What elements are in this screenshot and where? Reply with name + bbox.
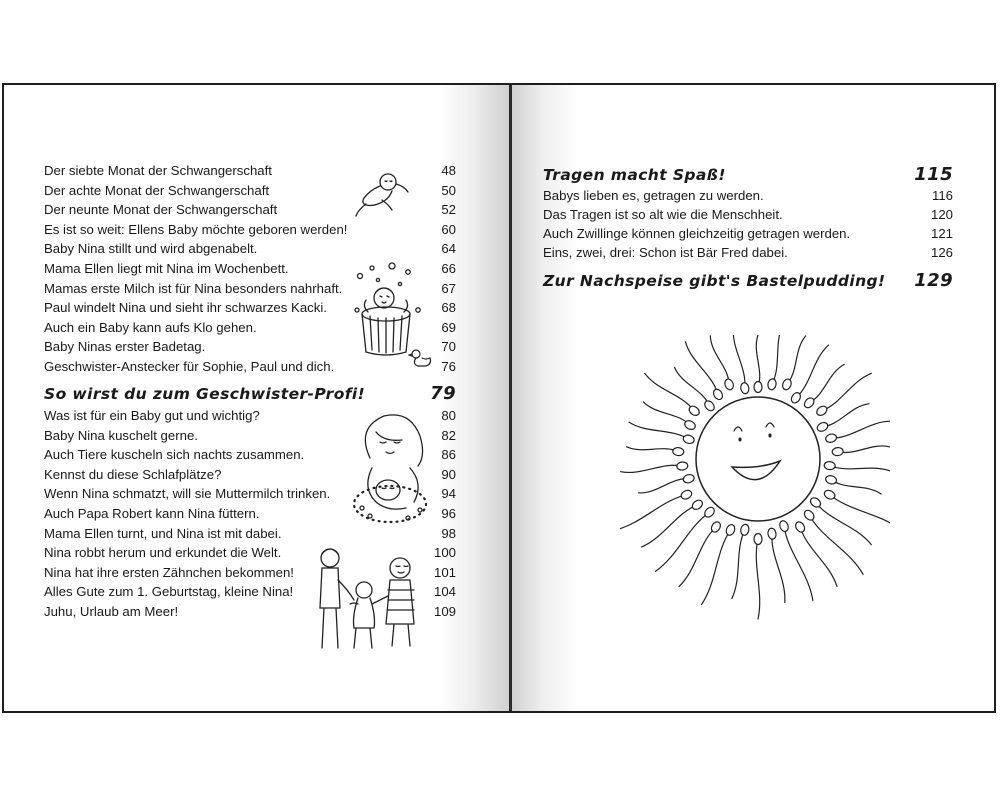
sun-ray-tail [685,342,718,395]
sun-ray-tail [830,495,890,531]
toc-entry: Baby Nina kuschelt gerne. 82 [44,427,456,443]
sun-sperm-icon [620,335,890,675]
toc-entry: Auch Papa Robert kann Nina füttern. 96 [44,506,456,521]
toc-entry: Baby Nina stillt und wird abgenabelt. 64 [44,241,456,257]
sun-ray-head [672,447,684,456]
sun-ray-tail [796,345,829,398]
sun-ray-tail [710,336,729,385]
sun-ray-tail [816,502,872,544]
toc-entry: Auch Tiere kuscheln sich nachts zusammen. 86 [44,447,456,463]
sun-ray-tail [620,495,686,531]
sun-ray-tail [656,512,710,571]
chapter-heading: Zur Nachspeise gibt's Bastelpudding! 129 [543,270,953,291]
sun-ray-head [682,434,695,445]
book-spine [509,85,512,711]
sun-ray-head [803,508,816,522]
sun-ray-tail [756,335,759,387]
toc-entry: Paul windelt Nina und sieht ihr schwarzes Kacki. 68 [44,300,456,316]
toc-entry: Eins, zwei, drei: Schon ist Bär Fred dabei. 126 [543,245,953,260]
toc-entry: Juhu, Urlaub am Meer! 109 [44,604,456,619]
toc-entry: Babys lieben es, getragen zu werden. 116 [543,188,953,203]
sun-ray-head [824,461,836,470]
toc-entry: Mama Ellen liegt mit Nina im Wochenbett. 66 [44,261,456,276]
sun-ray-head [682,473,695,484]
toc-entry: Baby Ninas erster Badetag. 70 [44,339,456,355]
sun-ray-tail [642,505,698,547]
nursing-mother-icon [350,412,434,526]
chapter-heading: Tragen macht Spaß! 115 [543,164,953,185]
sun-ray-tail [627,447,679,452]
sun-ray-head [767,378,777,390]
toc-entry: Kennst du diese Schlafplätze? 90 [44,466,456,482]
sun-ray-tail [772,534,785,603]
sun-ray-head [781,378,792,391]
sun-ray-tail [621,465,683,472]
crawling-baby-icon [352,170,412,220]
sun-ray-head [816,421,829,433]
sun-ray-head [740,524,750,536]
sun-ray-head [825,433,838,444]
duck-icon [408,348,432,368]
chapter-heading: So wirst du zum Geschwister-Profi! 79 [44,383,456,404]
sun-ray-tail [679,527,716,587]
sun-ray-tail [787,336,806,385]
toc-entry: Geschwister-Anstecker für Sophie, Paul und dich. 76 [44,359,456,374]
sun-ray-head [691,498,705,511]
sun-ray-head [825,474,838,485]
sun-ray-tail [643,402,690,425]
toc-entry: Auch Zwillinge können gleichzeitig getragen werden. 121 [543,226,953,241]
sun-ray-head [815,404,829,417]
toc-entry: Auch ein Baby kann aufs Klo gehen. 69 [44,319,456,335]
sun-ray-head [767,528,777,540]
toc-entry: Alles Gute zum 1. Geburtstag, kleine Nina! 104 [44,584,456,600]
sun-ray-tail [831,421,890,438]
sun-ray-head [823,489,836,501]
sun-ray-tail [831,480,881,494]
sun-ray-head [676,462,688,471]
sun-ray-head [794,520,807,534]
sun-ray-head [703,399,716,413]
family-icon [312,544,430,652]
sun-ray-tail [809,515,863,574]
sun-ray-head [832,447,844,456]
baby-bath-icon [352,262,428,362]
toc-entry: Der neunte Monat der Schwangerschaft 52 [44,202,456,218]
sun-ray-head [754,534,762,545]
toc-entry: Nina hat ihre ersten Zähnchen bekommen! 101 [44,564,456,580]
toc-entry: Mamas erste Milch ist für Nina besonders nahrhaft. 67 [44,280,456,296]
sun-ray-head [703,505,716,519]
sun-ray-tail [756,539,759,619]
sun-ray-tail [645,373,695,410]
toc-entry: Das Tragen ist so alt wie die Menschheit. 120 [543,207,953,222]
sun-ray-head [680,489,693,501]
sun-ray-tail [732,530,745,599]
toc-entry: Was ist für ein Baby gut und wichtig? 80 [44,408,456,423]
sun-ray-tail [830,466,890,472]
sun-ray-tail [772,335,783,384]
sun-ray-head [803,396,816,410]
sun-ray-head [778,520,789,533]
toc-entry: Der achte Monat der Schwangerschaft 50 [44,182,456,198]
sun-ray-head [725,523,736,536]
sun-ray-tail [838,446,890,453]
sun-ray-tail [809,364,844,402]
toc-entry: Wenn Nina schmatzt, will sie Muttermilch trinken. 94 [44,486,456,502]
sun-ray-tail [639,479,689,493]
sun-ray-tail [702,530,731,605]
sun-ray-head [754,382,762,393]
sun-ray-tail [784,526,813,601]
toc-entry: Es ist so weit: Ellens Baby möchte geboren werden! 60 [44,221,456,237]
sun-ray-head [723,378,734,391]
sun-ray-tail [629,422,689,439]
toc-entry: Nina robbt herum und erkundet die Welt. 100 [44,545,456,561]
toc-entry: Der siebte Monat der Schwangerschaft 48 [44,163,456,178]
sun-ray-head [740,382,750,394]
sun-ray-head [712,388,725,402]
sun-ray-tail [675,367,710,405]
sun-ray-tail [733,335,745,388]
toc-entry: Mama Ellen turnt, und Nina ist mit dabei. 98 [44,525,456,541]
